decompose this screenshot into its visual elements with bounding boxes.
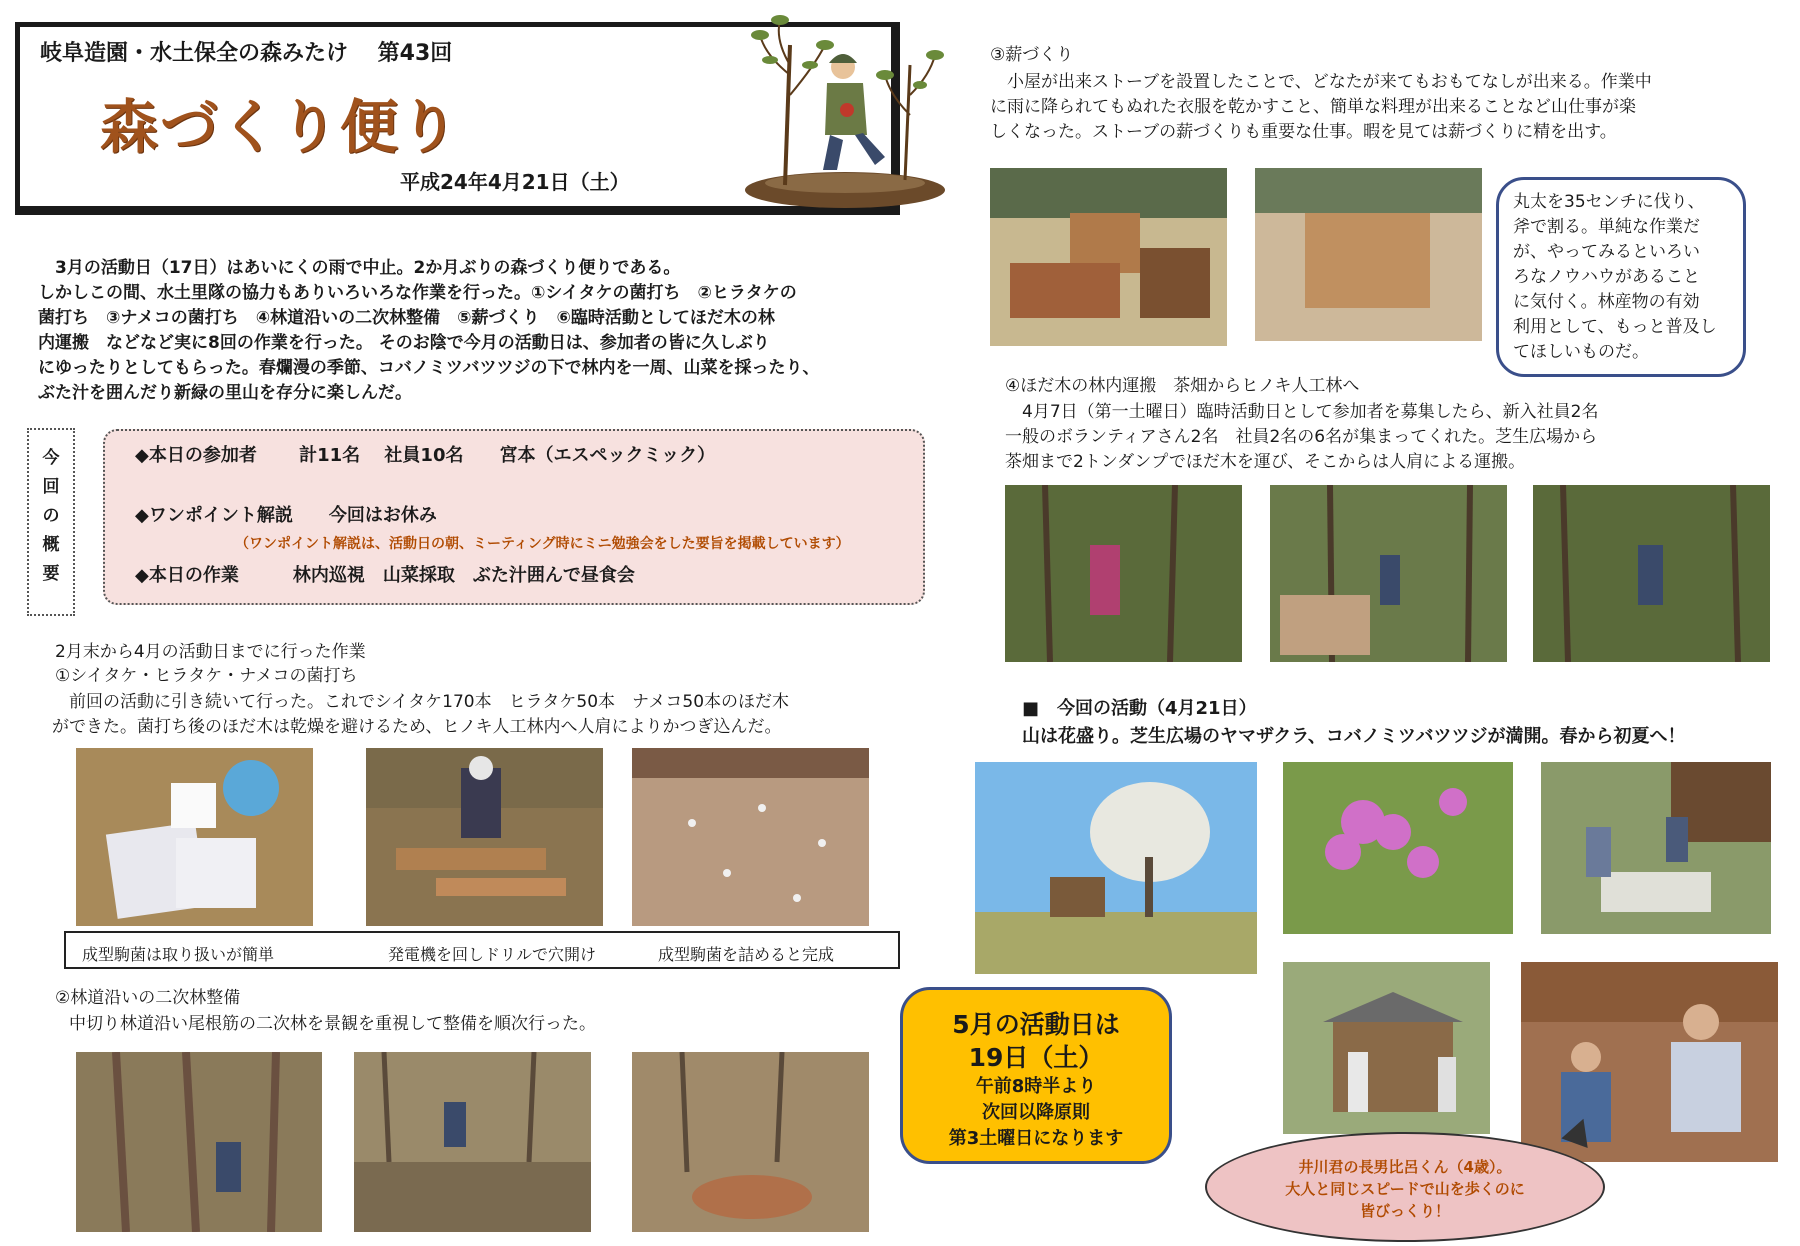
next-meeting-line4: 次回以降原則 [982,1102,1090,1123]
next-meeting-line5: 第3土曜日になります [948,1128,1124,1149]
photo-caption-box [64,931,900,969]
firewood-title: ③薪づくり [990,45,1074,65]
photo-azalea [1283,762,1513,934]
photo-firewood-2 [1255,168,1482,341]
org-title: 岐阜造園・水土保全の森みたけ 第43回 [40,41,453,66]
photo-wild-vegetables [1541,762,1771,934]
photo-forest-3 [632,1052,869,1232]
photo-cherry-tree [975,762,1257,974]
caption-spawn: 成型駒菌は取り扱いが簡単 [82,945,275,964]
firewood-text: 小屋が出来ストーブを設置したことで、どなたが来てもおもてなしが出来る。作業中 に雨に降られてもぬれた衣服を乾かすこと、簡単な料理が出来ることなど山仕事が楽 しくなった。ストーブの薪づくりも重要な仕事。暇を見ては薪づくりに精を出す。 [990,72,1652,142]
firewood-comment-bubble: 丸太を35センチに伐り、 斧で割る。単純な作業だ が、やってみるといろい ろなノウハウがあること に気付く。林産物の有効 利用として、もっと普及し てほしいものだ。 [1496,177,1746,377]
forester-illustration [735,5,950,210]
photo-forest-1 [76,1052,322,1232]
work-line: ◆本日の作業 林内巡視 山菜採取 ぶた汁囲んで昼食会 [135,565,635,586]
today-text: 山は花盛り。芝生広場のヤマザクラ、コバノミツバツツジが満開。春から初夏へ！ [1022,726,1686,747]
newsletter-title: 森づくり便り [100,93,461,161]
photo-spawn-plugs [76,748,313,926]
photo-drilling [366,748,603,926]
intro-paragraph: 3月の活動日（17日）はあいにくの雨で中止。2か月ぶりの森づくり便りである。 しかしこの間、水土里隊の協力もありいろいろな作業を行った。①シイタケの菌打ち ②ヒラタケの 菌打ち ③ナメコの菌打ち ④林道沿いの二次林整備 ⑤薪づくり ⑥臨時活動としてほだ木の林 内運搬 などなど実に8回の作業を行った。 そのお陰で今月の活動日は、参加者の皆に久しぶり にゆったりとしてもらった。春爛漫の季節、コバノミツバツツジの下で林内を一周、山菜を採ったり、 ぶた汁を囲んだり新緑の里山を存分に楽しんだ。 [38,258,820,403]
forest-maintenance-text: 中切り林道沿い尾根筋の二次林を景観を重視して整備を順次行った。 [52,1014,596,1034]
next-meeting-date: 19日（土） [968,1043,1104,1072]
mushroom-title: ①シイタケ・ヒラタケ・ナメコの菌打ち [55,666,358,686]
next-meeting-time: 午前8時半より [975,1076,1097,1097]
photo-transport-1 [1005,485,1242,662]
photo-firewood-1 [990,168,1227,346]
forest-maintenance-title: ②林道沿いの二次林整備 [55,988,241,1008]
photo-log-plugs [632,748,869,926]
today-title: ■ 今回の活動（4月21日） [1022,698,1257,719]
caption-drilling: 発電機を回しドリルで穴開け [388,945,597,964]
caption-complete: 成型駒菌を詰めると完成 [658,945,835,964]
one-point-note: （ワンポイント解説は、活動日の朝、ミーティング時にミニ勉強会をした要旨を掲載しています） [235,536,850,552]
issue-date: 平成24年4月21日（土） [400,170,630,194]
transport-title: ④ほだ木の林内運搬 茶畑からヒノキ人工林へ [1005,376,1360,396]
photo-transport-3 [1533,485,1770,662]
photo-forest-2 [354,1052,591,1232]
summary-label: 今 回 の 概 要 [27,428,75,616]
photo-father-son [1521,962,1778,1162]
photo-transport-2 [1270,485,1507,662]
photo-hut [1283,962,1490,1134]
transport-text: 4月7日（第一土曜日）臨時活動日として参加者を募集したら、新入社員2名 一般のボランティアさん2名 社員2名の6名が集まってくれた。芝生広場から 茶畑まで2トンダンプでほだ木を運び、そこからは人肩による運搬。 [1005,402,1599,472]
next-meeting-box [900,987,1172,1164]
next-meeting-line1: 5月の活動日は [952,1010,1120,1039]
summary-box [103,429,925,605]
kid-comment-bubble: 井川君の長男比呂くん（4歳）。 大人と同じスピードで山を歩くのに 皆びっくり！ [1205,1132,1605,1242]
participants-line: ◆本日の参加者 計11名 社員10名 宮本（エスペックミック） [135,445,716,466]
one-point-line: ◆ワンポイント解説 今回はお休み [135,505,437,526]
feb-apr-heading: 2月末から4月の活動日までに行った作業 [55,642,366,662]
mushroom-text: 前回の活動に引き続いて行った。これでシイタケ170本 ヒラタケ50本 ナメコ50本のほだ木 ができた。菌打ち後のほだ木は乾燥を避けるため、ヒノキ人工林内へ人肩によりかつぎ込んだ。 [52,692,790,737]
